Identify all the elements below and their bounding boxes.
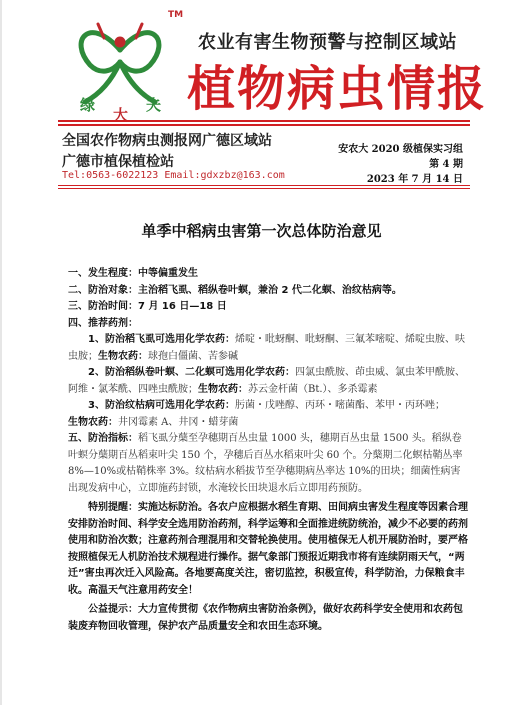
logo-char-fu: 夫 (146, 96, 162, 114)
page-edge (0, 0, 2, 705)
public-notice: 公益提示：大力宣传贯彻《农作物病虫害防治条例》，做好农药科学安全使用和农药包装废弃物回收管理，保护农产品质量安全和农田生态环境。 (68, 604, 463, 632)
special-reminder: 特别提醒：实施达标防治。各农户应根据水稻生育期、田间病虫害发生程度等因素合理安排防治时间、科学安全选用防治药剂，科学运筹和全面推进统防统治，减少不必要的药剂使用和防治次数；注意药剂合理混用和交替轮换使用。使用植保无人机开展防治时，要严格按照植保无人机防治技术规程进行操作。据气象部门预报近期我市将有连续阴雨天气，“两迁”害虫再次迁入风险高。各地要高度关注，密切监控，积极宣传，科学防治，力保粮食丰收。高温天气注意用药安全！ (68, 502, 468, 596)
item-label: 3、防治纹枯病可选用化学农药： (88, 400, 235, 411)
thresholds-label: 五、防治指标： (68, 433, 138, 444)
section-timing: 三、防治时间：7 月 16 日—18 日 (68, 301, 227, 312)
issue-group: 安农大 2020 级植保实习组 (338, 144, 463, 155)
header-divider-bottom (58, 185, 470, 186)
station-name-1: 全国农作物病虫测报网广德区域站 (62, 133, 272, 149)
issue-date: 2023 年 7 月 14 日 (366, 174, 463, 185)
header-divider-top-2 (58, 124, 470, 126)
section-targets: 二、防治对象：主治稻飞虱、稻纵卷叶螟，兼治 2 代二化螟、治纹枯病等。 (68, 284, 402, 296)
bio-label: 生物农药： (98, 350, 148, 362)
bio-text: 苏云金杆菌（Bt.）、多杀霉素 (248, 383, 378, 395)
agent-item-sheath-blight (68, 398, 468, 415)
item-label: 2、防治稻纵卷叶螟、二化螟可选用化学农药： (88, 367, 295, 378)
trademark-mark: TM (168, 10, 184, 20)
logo-char-lu: 绿 (80, 96, 96, 114)
bio-text: 球孢白僵菌、苦参碱 (148, 350, 238, 362)
header-divider-top (58, 120, 470, 122)
issue-number: 第 4 期 (429, 159, 463, 170)
item-text: 四氯虫酰胺、茚虫威、氯虫苯甲酰胺、阿维・氯苯酰、四唑虫酰胺； (68, 367, 465, 395)
document-title: 单季中稻病虫害第一次总体防治意见 (141, 222, 382, 240)
section-agents: 四、推荐药剂： (68, 317, 138, 329)
logo-char-da: 大 (113, 106, 129, 124)
item-text: 烯啶・吡蚜酮、吡蚜酮、三氟苯嘧啶、烯啶虫胺、呋虫胺； (68, 334, 465, 362)
thresholds-text: 稻飞虱分蘖至孕穗期百丛虫量 1000 头，穗期百丛虫量 1500 头。稻纵卷叶螟分蘖期百丛稻束叶尖 150 个，孕穗后百丛水稻束叶尖 60 个。分蘖期二化螟枯鞘丛率 8%—10%或枯鞘株率 3%。纹枯病水稻拔节至孕穗期病丛率达 10%的田块；细菌性病害出现发病中心，立即施药封锁，水淹较长田块退水后立即用药预防。 (68, 433, 463, 494)
bio-label: 生物农药： (198, 383, 248, 395)
header-divider-bottom-2 (58, 188, 470, 189)
green-dafu-logo (60, 10, 180, 128)
document-body (68, 266, 468, 635)
section-severity: 一、发生程度：中等偏重发生 (68, 268, 198, 279)
item-text: 肟菌・戊唑醇、丙环・嘧菌酯、苯甲・丙环唑； (234, 400, 445, 411)
item-label: 1、防治稻飞虱可选用化学农药： (88, 334, 235, 345)
bio-label: 生物农药： (68, 416, 118, 428)
section-thresholds (68, 431, 468, 497)
agent-item-leafroller (68, 365, 468, 398)
agent-item-planthopper (68, 332, 468, 365)
contact-line: Tel:0563-6022123 Email:gdxzbz@163.com (62, 170, 285, 181)
org-name: 农业有害生物预警与控制区域站 (198, 32, 457, 53)
station-name-2: 广德市植保植检站 (62, 154, 174, 170)
brand-title: 植物病虫情报 (187, 61, 488, 117)
bio-text: 井冈霉素 A、井冈・蜡芽菌 (118, 416, 239, 428)
agent-item-sheath-blight-bio (68, 415, 468, 432)
